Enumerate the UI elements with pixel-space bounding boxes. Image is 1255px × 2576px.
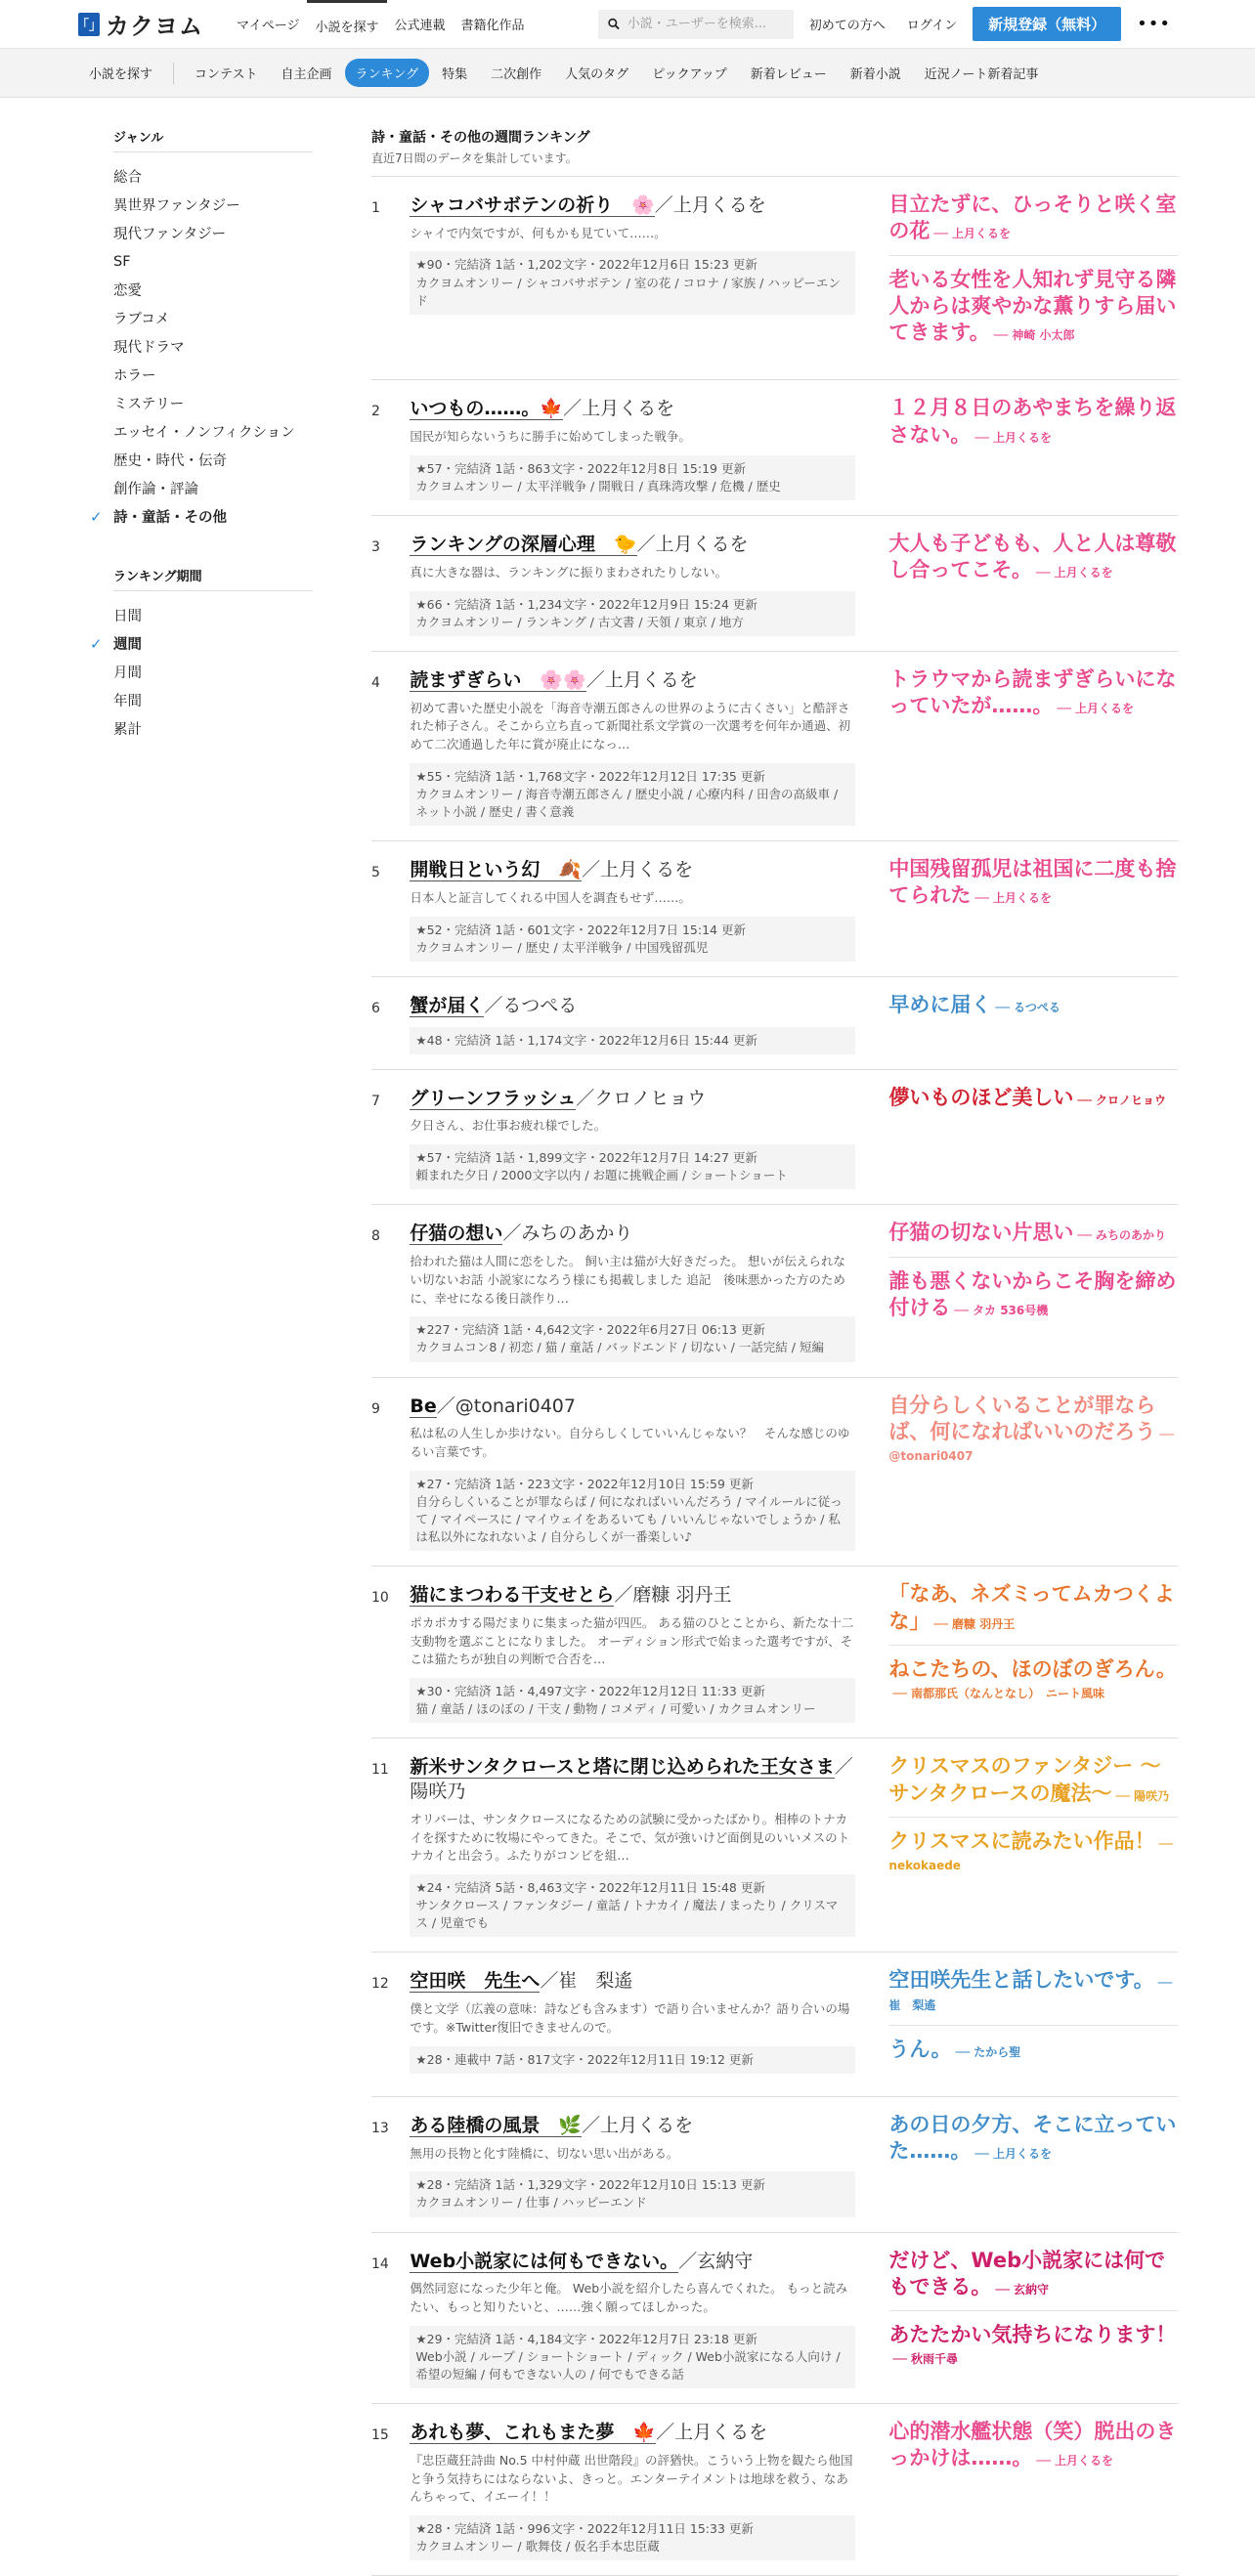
review-catchphrase[interactable]: 中国残留孤児は祖国に二度も捨てられた: [888, 857, 1177, 908]
ranking-header: [371, 127, 1178, 177]
review-author[interactable]: ── 秋雨千尋: [892, 2352, 959, 2367]
review-catchphrase[interactable]: 老いる女性を人知れず見守る隣人からは爽やかな薫りすら届いてきます。: [888, 267, 1177, 345]
rank-number: 10: [371, 1590, 389, 1607]
work-title-line: [410, 529, 855, 557]
review-author[interactable]: ── 上月くるを: [1036, 2454, 1114, 2469]
work-meta: [410, 1144, 855, 1189]
nav-published-works[interactable]: 書籍化作品: [460, 19, 525, 33]
review-item[interactable]: [888, 1267, 1178, 1332]
search-input[interactable]: [628, 17, 784, 31]
work-body: [410, 1965, 855, 2081]
nav-find-novels[interactable]: 小説を探す: [307, 0, 386, 49]
work-body: [410, 990, 855, 1054]
review-item[interactable]: [888, 2417, 1178, 2482]
review-item[interactable]: [888, 529, 1178, 594]
work-stats: ★57・完結済 1話・863文字・2022年12月8日 15:19 更新: [415, 460, 746, 476]
work-author-link[interactable]: ／上月くるを: [656, 2422, 768, 2444]
period-item[interactable]: 日間: [113, 609, 142, 624]
work-meta: [410, 1678, 855, 1723]
genre-item[interactable]: 異世界ファンタジー: [113, 198, 240, 214]
work-body: [410, 190, 855, 365]
review-author[interactable]: ── 崔 梨遙: [888, 1976, 1173, 2012]
work-meta: [410, 2515, 855, 2560]
rank-number: 3: [371, 539, 380, 556]
work-stats: ★28・完結済 1話・996文字・2022年12月11日 15:33 更新: [415, 2521, 754, 2536]
ranking-row: [371, 177, 1178, 380]
work-stats: ★28・完結済 1話・1,329文字・2022年12月10日 15:13 更新: [415, 2177, 765, 2193]
work-title-line: [410, 665, 855, 693]
work-tags[interactable]: サンタクロース / ファンタジー / 童話 / トナカイ / 魔法 / まったり / クリスマス / 児童でも: [415, 1898, 839, 1931]
subnav-pickup[interactable]: ピックアップ: [652, 67, 727, 82]
work-title-line: [410, 854, 855, 882]
rank-number: 7: [371, 1093, 380, 1109]
work-title-link[interactable]: 蟹が届く: [410, 994, 485, 1016]
rank-number: 5: [371, 865, 380, 881]
review-catchphrase[interactable]: ねこたちの、ほのぼのぎろん。: [888, 1656, 1177, 1681]
review-author[interactable]: ── 上月くるを: [974, 430, 1053, 445]
check-icon: ✓: [90, 507, 103, 526]
genre-list: [90, 162, 313, 531]
ranking-list: [371, 177, 1178, 2576]
review-list: [888, 190, 1178, 365]
review-author[interactable]: ── 上月くるを: [974, 2147, 1053, 2162]
work-meta: [410, 2326, 855, 2388]
work-stats: ★227・完結済 1話・4,642文字・2022年6月27日 06:13 更新: [415, 1322, 765, 1338]
review-item[interactable]: [888, 1965, 1178, 2025]
work-tags[interactable]: カクヨムオンリー / 海音寺潮五郎さん / 歴史小説 / 心療内科 / 田舎の高級車 / ネット小説 / 歴史 / 書く意義: [415, 786, 839, 820]
review-catchphrase[interactable]: 目立たずに、ひっそりと咲く室の花: [888, 193, 1177, 243]
period-item[interactable]: 月間: [113, 665, 142, 681]
rank-number: 14: [371, 2255, 389, 2272]
review-list: [888, 1751, 1178, 1937]
rank-number: 2: [371, 404, 380, 420]
review-catchphrase[interactable]: 心的潜水艦状態（笑）脱出のきっかけは……。: [888, 2420, 1177, 2470]
review-author[interactable]: ── 上月くるを: [1057, 702, 1135, 716]
ranking-row: [371, 380, 1178, 516]
work-stats: ★28・連載中 7話・817文字・2022年12月11日 19:12 更新: [415, 2051, 754, 2067]
ranking-row: [371, 977, 1178, 1070]
work-tags[interactable]: カクヨムオンリー / ランキング / 古文書 / 天領 / 東京 / 地方: [415, 614, 744, 629]
work-stats: ★30・完結済 1話・4,497文字・2022年12月12日 11:33 更新: [415, 1684, 765, 1699]
genre-item[interactable]: ミステリー: [113, 397, 185, 412]
genre-heading: ジャンル: [113, 127, 313, 152]
work-title-link[interactable]: グリーンフラッシュ: [410, 1087, 577, 1109]
more-menu-icon[interactable]: •••: [1137, 14, 1171, 34]
ranking-row: [371, 1205, 1178, 1377]
work-author-link[interactable]: ／るつぺる: [484, 994, 578, 1016]
work-description: 真に大きな器は、ランキングに振りまわされたりしない。: [410, 564, 728, 580]
review-catchphrase[interactable]: 自分らしくいることが罪ならば、何になればいいのだろう: [888, 1393, 1156, 1443]
work-author-link[interactable]: ／上月くるを: [654, 194, 766, 216]
sidebar: [90, 127, 313, 778]
review-item[interactable]: [888, 1391, 1178, 1476]
work-description: 拾われた猫は人間に恋をした。 飼い主は猫が大好きだった。 想いが伝えられない切ないお話 小説家になろう様にも掲載しました 追記 後味悪かった方のために、幸せになる後日談作り…: [410, 1254, 845, 1306]
work-stats: ★29・完結済 1話・4,184文字・2022年12月7日 23:18 更新: [415, 2331, 757, 2346]
rank-number: 6: [371, 1000, 380, 1016]
review-catchphrase[interactable]: 早めに届く: [888, 992, 992, 1016]
review-author[interactable]: ── タカ 536号機: [954, 1303, 1049, 1317]
work-description: 日本人と証言してくれる中国人を調査もせず……。: [410, 889, 691, 905]
review-catchphrase[interactable]: 大人も子どもも、人と人は尊敬し合ってこそ。: [888, 532, 1177, 582]
work-stats: ★52・完結済 1話・601文字・2022年12月7日 15:14 更新: [415, 922, 746, 937]
work-title-link[interactable]: 猫にまつわる干支せとら: [410, 1584, 615, 1607]
review-item[interactable]: [888, 665, 1178, 730]
review-catchphrase[interactable]: 仔猫の切ない片思い: [888, 1221, 1074, 1245]
period-item-selected[interactable]: [90, 629, 313, 658]
work-title-line: [410, 393, 855, 421]
work-tags[interactable]: 頼まれた夕日 / 2000文字以内 / お題に挑戦企画 / ショートショート: [415, 1168, 788, 1183]
rank-number: 12: [371, 1976, 389, 1993]
review-list: [888, 2417, 1178, 2560]
site-logo[interactable]: [78, 7, 203, 41]
genre-item-selected[interactable]: [90, 502, 313, 531]
review-list: [888, 1965, 1178, 2081]
review-author[interactable]: ── 玄納守: [995, 2282, 1050, 2297]
work-title-line: [410, 1391, 855, 1419]
genre-item[interactable]: 現代ドラマ: [113, 340, 185, 356]
review-catchphrase[interactable]: うん。: [888, 2037, 952, 2061]
work-body: [410, 2417, 855, 2560]
work-title-link[interactable]: シャコバサボテンの祈り 🌸: [410, 194, 655, 216]
work-title-link[interactable]: 仔猫の想い: [410, 1223, 503, 1245]
genre-item[interactable]: 歴史・時代・伝奇: [113, 453, 227, 469]
review-author[interactable]: ── みちのあかり: [1077, 1228, 1167, 1243]
review-author[interactable]: ── 上月くるを: [933, 227, 1012, 241]
work-stats: ★24・完結済 5話・8,463文字・2022年12月11日 15:48 更新: [415, 1880, 765, 1896]
work-stats: ★27・完結済 1話・223文字・2022年12月10日 15:59 更新: [415, 1476, 754, 1491]
subnav-new-reviews[interactable]: 新着レビュー: [750, 67, 827, 82]
work-title-line: [410, 1218, 855, 1246]
ranking-row: [371, 1378, 1178, 1567]
header-right: [598, 7, 1177, 41]
global-header: [0, 0, 1255, 49]
subnav-fanworks[interactable]: 二次創作: [491, 67, 542, 82]
genre-item[interactable]: エッセイ・ノンフィクション: [113, 425, 295, 441]
period-list: [90, 601, 313, 743]
work-author-link[interactable]: ／崔 梨遙: [540, 1970, 633, 1993]
subnav-new-notes[interactable]: 近況ノート新着記事: [924, 67, 1039, 82]
rank-number: 11: [371, 1762, 389, 1779]
review-list: [888, 1391, 1178, 1552]
work-body: [410, 1751, 855, 1937]
work-body: [410, 529, 855, 636]
work-tags[interactable]: カクヨムオンリー / 太平洋戦争 / 開戦日 / 真珠湾攻撃 / 危機 / 歴史: [415, 479, 781, 494]
work-meta: [410, 917, 855, 962]
work-body: [410, 1218, 855, 1361]
search-box: [598, 10, 794, 39]
work-title-line: [410, 990, 855, 1018]
page-subtitle: 直近7日間のデータを集計しています。: [371, 151, 578, 165]
review-list: [888, 665, 1178, 826]
review-catchphrase[interactable]: あたたかい気持ちになります！: [888, 2323, 1177, 2347]
work-title-line: [410, 1579, 855, 1608]
logo-text: カクヨム: [106, 13, 203, 40]
work-body: [410, 2110, 855, 2217]
work-author-link[interactable]: ／上月くるを: [563, 398, 675, 420]
review-item[interactable]: [888, 854, 1178, 920]
work-title-link[interactable]: 開戦日という幻 🍂: [410, 859, 583, 881]
rank-number: 4: [371, 674, 380, 691]
work-tags[interactable]: カクヨムオンリー / 歌舞伎 / 仮名手本忠臣蔵: [415, 2539, 660, 2555]
work-description: ポカポカする陽だまりに集まった猫が四匹。 ある猫のひとことから、新たな十二支動物を選ぶことになりました。 オーディション形式で始まった選考ですが、そこは猫たちが独自の判断で合否を…: [410, 1614, 854, 1667]
review-catchphrase[interactable]: トラウマから読まずぎらいになっていたが……。: [888, 666, 1177, 718]
ranking-row: [371, 652, 1178, 841]
work-title-link[interactable]: 空田咲 先生へ: [410, 1970, 541, 1993]
review-author[interactable]: ── 磨糠 羽丹王: [933, 1616, 1016, 1631]
review-catchphrase[interactable]: 「なあ、ネズミってムカつくよな」: [888, 1582, 1175, 1633]
work-tags[interactable]: Web小説 / ループ / ショートショート / ディック / Web小説家になる人向け / 希望の短編 / 何もできない人の / 何でもできる話: [415, 2348, 841, 2382]
work-title-link[interactable]: ある陸橋の風景 🌿: [410, 2114, 583, 2136]
work-title-link[interactable]: 新米サンタクロースと塔に閉じ込められた王女さま: [410, 1756, 835, 1779]
work-author-link[interactable]: ／上月くるを: [585, 668, 698, 691]
work-body: [410, 1083, 855, 1190]
work-tags[interactable]: カクヨムオンリー / シャコバサボテン / 室の花 / コロナ / 家族 / ハッピーエンド: [415, 275, 841, 308]
review-author[interactable]: ── たから聖: [955, 2044, 1021, 2059]
work-author-link[interactable]: ／上月くるを: [636, 534, 749, 556]
work-author-link[interactable]: ／みちのあかり: [502, 1223, 633, 1245]
ranking-row: [371, 2233, 1178, 2405]
review-list: [888, 1579, 1178, 1723]
work-stats: ★90・完結済 1話・1,202文字・2022年12月6日 15:23 更新: [415, 257, 757, 273]
work-tags[interactable]: カクヨムコン8 / 初恋 / 猫 / 童話 / バッドエンド / 切ない / 一話完結 / 短編: [415, 1340, 824, 1355]
review-author[interactable]: ── 南都那氏（なんとなし） ニート風味: [892, 1687, 1105, 1701]
work-author-link[interactable]: ／上月くるを: [582, 859, 694, 881]
work-meta: [410, 1316, 855, 1361]
work-meta: [410, 1027, 855, 1054]
work-description: 国民が知らないうちに勝手に始めてしまった戦争。: [410, 429, 691, 445]
rank-number: 15: [371, 2427, 389, 2444]
review-item[interactable]: [888, 2246, 1178, 2312]
work-description: 無用の長物と化す陸橋に、切ない思い出がある。: [410, 2145, 679, 2161]
review-author[interactable]: ── @tonari0407: [888, 1427, 1174, 1464]
review-author[interactable]: ── クロノヒョウ: [1077, 1093, 1167, 1107]
ranking-row: [371, 1739, 1178, 1953]
genre-item[interactable]: ラブコメ: [113, 312, 170, 327]
work-author-link[interactable]: ／陽咲乃: [410, 1756, 853, 1803]
work-body: [410, 665, 855, 826]
work-title-link[interactable]: Be: [410, 1395, 437, 1417]
ranking-row: [371, 1567, 1178, 1739]
review-catchphrase[interactable]: 儚いものほど美しい: [888, 1085, 1074, 1109]
work-meta: [410, 455, 855, 500]
work-author-link[interactable]: ／玄納守: [678, 2250, 754, 2272]
review-author[interactable]: ── 神崎 小太郎: [993, 328, 1075, 343]
genre-item[interactable]: 総合: [113, 170, 142, 186]
work-title-line: [410, 1083, 855, 1111]
work-stats: ★48・完結済 1話・1,174文字・2022年12月6日 15:44 更新: [415, 1032, 757, 1048]
work-title-link[interactable]: あれも夢、これもまた夢 🍁: [410, 2422, 657, 2444]
rank-number: 9: [371, 1400, 380, 1417]
review-item[interactable]: [888, 393, 1178, 458]
work-body: [410, 1391, 855, 1552]
beginners-link[interactable]: 初めての方へ: [808, 19, 886, 33]
work-title-link[interactable]: Web小説家には何もできない。: [410, 2250, 679, 2272]
work-description: オリバーは、サンタクロースになるための試験に受かったばかり。相棒のトナカイを探すために牧場にやってきた。そこで、気が強いけど面倒見のいいメスのトナカイと出会う。ふたりがコンビを組…: [410, 1811, 850, 1864]
work-meta: [410, 1471, 855, 1552]
review-author[interactable]: ── るつぺる: [995, 1000, 1060, 1014]
review-catchphrase[interactable]: クリスマスに読みたい作品！: [888, 1829, 1155, 1854]
work-description: 夕日さん、お仕事お疲れ様でした。: [410, 1118, 607, 1134]
genre-item[interactable]: SF: [113, 253, 131, 270]
subnav-divider: [173, 63, 174, 84]
work-body: [410, 2246, 855, 2389]
page-title: 詩・童話・その他の週間ランキング: [371, 130, 590, 146]
review-list: [888, 2110, 1178, 2217]
top-nav: [229, 0, 533, 49]
work-meta: [410, 2046, 855, 2074]
review-catchphrase[interactable]: だけど、Web小説家には何でもできる。: [888, 2248, 1166, 2298]
signup-button[interactable]: 新規登録（無料）: [973, 7, 1121, 41]
review-author[interactable]: ── 陽咲乃: [1115, 1788, 1170, 1803]
review-catchphrase[interactable]: クリスマスのファンタジー ～サンタクロースの魔法～: [888, 1754, 1161, 1805]
login-link[interactable]: ログイン: [906, 19, 958, 33]
work-title-line: [410, 1965, 855, 1994]
work-description: シャイで内気ですが、何もかも見ていて……。: [410, 225, 667, 240]
work-author-link[interactable]: ／磨糠 羽丹王: [614, 1584, 732, 1607]
subnav-new-novels[interactable]: 新着小説: [849, 67, 901, 82]
work-tags[interactable]: 自分らしくいることが罪ならば / 何になればいいんだろう / マイルールに従って / マイペースに / マイウェイをあるいても / いいんじゃないでしょうか / 私は私以外になれないよ / 自分らしくが一番楽しい♪: [415, 1493, 843, 1545]
genre-item[interactable]: 現代ファンタジー: [113, 227, 227, 242]
subnav-popular-tags[interactable]: 人気のタグ: [565, 67, 629, 82]
ranking-row: [371, 2404, 1178, 2576]
rank-number: 1: [371, 200, 380, 216]
review-list: [888, 1218, 1178, 1361]
work-tags[interactable]: カクヨムオンリー / 歴史 / 太平洋戦争 / 中国残留孤児: [415, 939, 709, 955]
review-item[interactable]: [888, 1826, 1178, 1885]
work-description: 『忠臣蔵狂詩曲 No.5 中村仲蔵 出世階段』の評猶快。こういう上物を観たら他国と争う気持ちにはならないよ、きっと。エンターテイメントは地球を救う、なあんちゃって、イエーイ！！: [410, 2452, 853, 2505]
review-catchphrase[interactable]: 空田咲先生と話したいです。: [888, 1968, 1154, 1993]
review-list: [888, 854, 1178, 962]
review-item[interactable]: [888, 2110, 1178, 2175]
search-icon: [608, 18, 620, 30]
review-item[interactable]: [888, 1654, 1178, 1713]
genre-item[interactable]: 創作論・評論: [113, 482, 198, 497]
work-description: 初めて書いた歴史小説を「海音寺潮五郎さんの世界のように古くさい」と酷評された柿子さん。そこから立ち直って新聞社系文学賞の一次選考を何年か通過、初めて二次通過した年に賞が廃止になっ…: [410, 700, 851, 752]
work-title-line: [410, 2417, 855, 2445]
ranking-row: [371, 1953, 1178, 2096]
work-meta: [410, 591, 855, 636]
ranking-row: [371, 841, 1178, 977]
review-item[interactable]: [888, 1579, 1178, 1646]
review-author[interactable]: ── nekokaede: [888, 1837, 1174, 1873]
nav-official-serials[interactable]: 公式連載: [394, 19, 446, 33]
review-catchphrase[interactable]: 誰も悪くないからこそ胸を締め付ける: [888, 1268, 1177, 1319]
work-tags[interactable]: カクヨムオンリー / 仕事 / ハッピーエンド: [415, 2195, 647, 2211]
work-description: 偶然同窓になった少年と俺。 Web小説を紹介したら喜んでくれた。 もっと読みたい、もっと知りたいと、……強く願ってほしかった。: [410, 2281, 848, 2314]
subnav-events[interactable]: 自主企画: [281, 67, 332, 82]
work-title-line: [410, 2110, 855, 2138]
work-title-line: [410, 1751, 855, 1803]
genre-label: 詩・童話・その他: [113, 510, 227, 526]
logo-icon: 「」: [78, 13, 100, 36]
review-list: [888, 529, 1178, 636]
nav-mypage[interactable]: マイページ: [237, 19, 300, 33]
work-author-link[interactable]: ／@tonari0407: [436, 1395, 576, 1417]
review-item[interactable]: [888, 1083, 1178, 1121]
work-stats: ★55・完結済 1話・1,768文字・2022年12月12日 17:35 更新: [415, 768, 765, 784]
review-list: [888, 990, 1178, 1054]
work-title-line: [410, 2246, 855, 2274]
review-list: [888, 2246, 1178, 2389]
ranking-main: [371, 127, 1178, 2576]
review-list: [888, 393, 1178, 500]
rank-number: 13: [371, 2120, 389, 2136]
genre-item[interactable]: 恋愛: [113, 283, 142, 299]
period-item[interactable]: 年間: [113, 694, 142, 709]
subnav-ranking[interactable]: ランキング: [345, 59, 430, 87]
review-catchphrase[interactable]: あの日の夕方、そこに立っていた……。: [888, 2112, 1177, 2164]
period-item[interactable]: 累計: [113, 722, 142, 738]
review-item[interactable]: [888, 2320, 1178, 2379]
work-description: 僕と文学（広義の意味：詩なども含みます）で語り合いませんか？語り合いの場です。※Twitter復旧できませんので。: [410, 2001, 850, 2035]
work-meta: [410, 2171, 855, 2216]
check-icon: ✓: [90, 634, 103, 653]
review-author[interactable]: ── 上月くるを: [974, 891, 1053, 906]
review-item[interactable]: [888, 1218, 1178, 1257]
work-meta: [410, 763, 855, 826]
rank-number: 8: [371, 1228, 380, 1245]
work-meta: [410, 251, 855, 314]
review-item[interactable]: [888, 2035, 1178, 2073]
subnav-find[interactable]: 小説を探す: [89, 67, 153, 82]
review-author[interactable]: ── 上月くるを: [1036, 566, 1113, 580]
work-body: [410, 393, 855, 500]
ranking-row: [371, 1070, 1178, 1206]
review-item[interactable]: [888, 990, 1178, 1028]
work-title-link[interactable]: 読まずぎらい 🌸🌸: [410, 668, 586, 691]
ranking-row: [371, 516, 1178, 652]
work-tags[interactable]: 猫 / 童話 / ほのぼの / 干支 / 動物 / コメディ / 可愛い / カクヨムオンリー: [415, 1701, 816, 1717]
work-stats: ★57・完結済 1話・1,899文字・2022年12月7日 14:27 更新: [415, 1150, 757, 1166]
work-body: [410, 1579, 855, 1723]
work-author-link[interactable]: ／上月くるを: [582, 2114, 694, 2136]
subnav-contest[interactable]: コンテスト: [195, 67, 258, 82]
work-title-link[interactable]: いつもの……。🍁: [410, 398, 564, 420]
work-title-link[interactable]: ランキングの深層心理 🐤: [410, 534, 637, 556]
work-body: [410, 854, 855, 962]
genre-item[interactable]: ホラー: [113, 368, 156, 384]
review-list: [888, 1083, 1178, 1190]
review-item[interactable]: [888, 1751, 1178, 1818]
ranking-row: [371, 2097, 1178, 2233]
period-heading: ランキング期間: [113, 566, 313, 591]
work-meta: [410, 1874, 855, 1937]
subnav-features[interactable]: 特集: [442, 67, 468, 82]
work-title-line: [410, 190, 855, 218]
work-description: 私は私の人生しか歩けない。自分らしくしていいんじゃない？ そんな感じのゆるい言葉です。: [410, 1426, 850, 1459]
review-item[interactable]: [888, 190, 1178, 256]
period-label: 週間: [113, 637, 142, 653]
work-stats: ★66・完結済 1話・1,234文字・2022年12月9日 15:24 更新: [415, 596, 757, 612]
work-author-link[interactable]: ／クロノヒョウ: [576, 1087, 707, 1109]
sub-nav: [0, 49, 1255, 98]
review-item[interactable]: [888, 265, 1178, 357]
review-catchphrase[interactable]: １２月８日のあやまちを繰り返さない。: [888, 396, 1177, 447]
